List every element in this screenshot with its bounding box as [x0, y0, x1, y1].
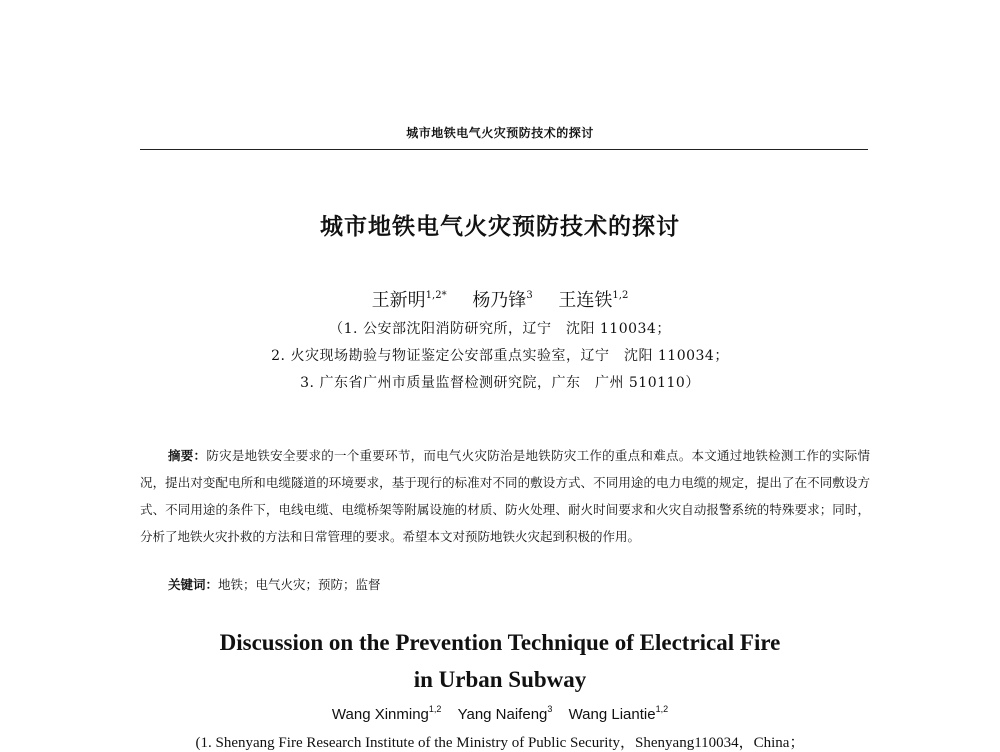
affiliation-cn: 3. 广东省广州市质量监督检测研究院，广东 广州 510110） [300, 375, 700, 391]
authors-en [0, 704, 1000, 723]
affiliation-cn: 2. 火灾现场勘验与物证鉴定公安部重点实验室，辽宁 沈阳 110034； [271, 348, 729, 364]
affiliation-en: (1. Shenyang Fire Research Institute of the Ministry of Public Security，Shenyang110034，China； [195, 735, 805, 751]
author-en: Wang Xinming$^{1,2}$ [331, 704, 442, 723]
author-en: Wang Liantie$^{1,2}$ [568, 704, 669, 723]
author-cn: 杨乃锋$^3$ [472, 290, 533, 311]
keywords-cn [168, 575, 381, 593]
authors-cn [0, 286, 1000, 312]
running-head: 城市地铁电气火灾预防技术的探讨 [406, 126, 594, 140]
keywords-label: 关键词： [168, 577, 219, 592]
paper-title-en-line2: in Urban Subway [413, 667, 587, 692]
author-cn: 王连铁$^{1,2}$ [558, 290, 629, 311]
abstract-label: 摘要： [168, 448, 207, 463]
author-en: Yang Naifeng$^3$ [457, 704, 553, 723]
paper-title-en-line1: Discussion on the Prevention Technique of Electrical Fire [219, 630, 781, 655]
abstract-cn [140, 442, 870, 550]
paper-title-cn: 城市地铁电气火灾预防技术的探讨 [320, 214, 680, 240]
affiliation-cn: （1. 公安部沈阳消防研究所，辽宁 沈阳 110034； [329, 321, 671, 337]
author-cn: 王新明$^{1,2*}$ [371, 290, 447, 311]
header-rule [140, 149, 868, 150]
abstract-text: 防灾是地铁安全要求的一个重要环节，而电气火灾防治是地铁防灾工作的重点和难点。本文通过地铁检测工作的实际情况，提出对变配电所和电缆隧道的环境要求，基于现行的标准对不同的敷设方式、不同用途的电力电缆的规定，提出了在不同敷设方式、不同用途的条件下，电线电缆、电缆桥架等附属设施的材质、防火处理、耐火时间要求和火灾自动报警系统的特殊要求；同时，分析了地铁火灾扑救的方法和日常管理的要求。希望本文对预防地铁火灾起到积极的作用。 [140, 448, 870, 544]
keywords-text: 地铁；电气火灾；预防；监督 [218, 577, 381, 592]
